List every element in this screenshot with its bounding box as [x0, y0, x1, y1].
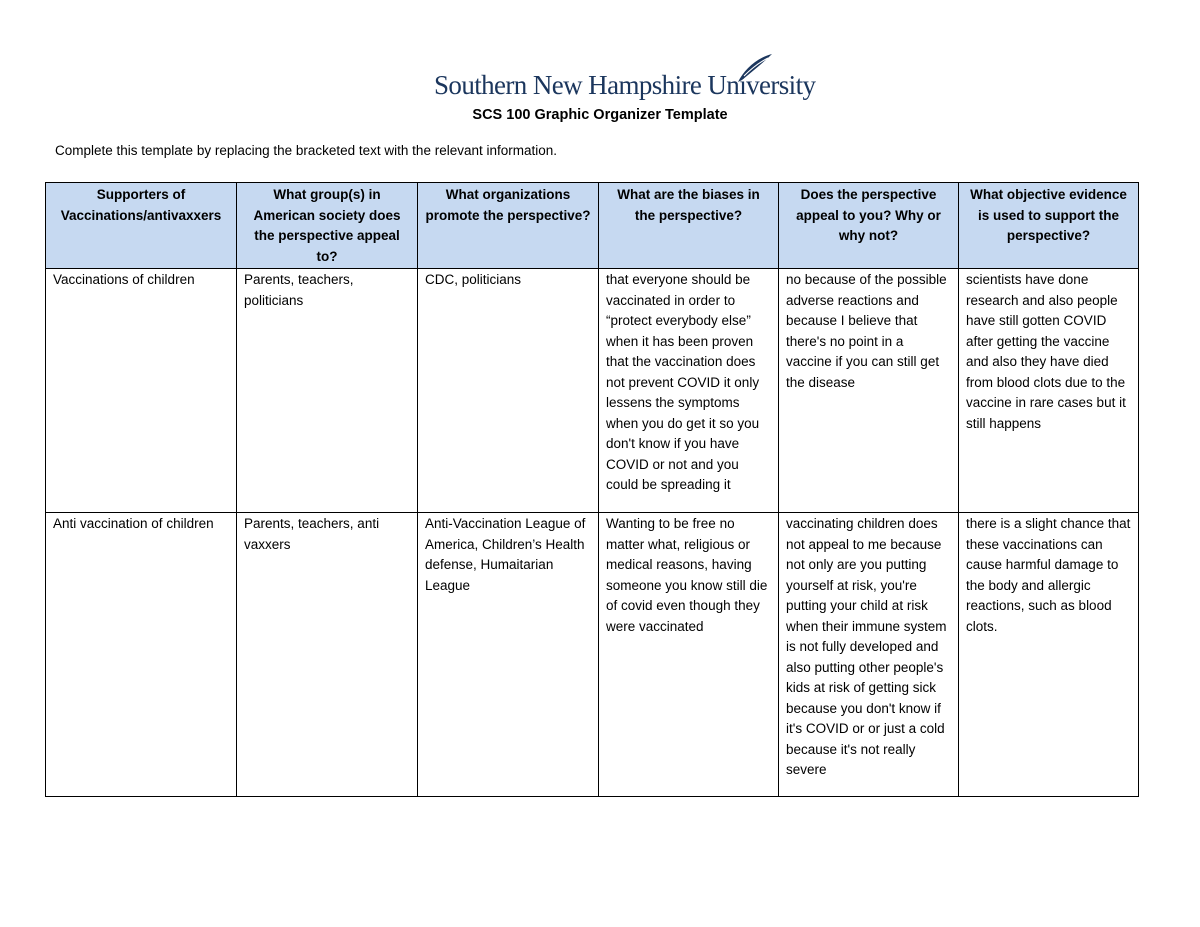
- column-header: Supporters of Vaccinations/antivaxxers: [46, 183, 237, 269]
- column-header: What are the biases in the perspective?: [599, 183, 779, 269]
- table-header-row: [46, 183, 1139, 269]
- column-header: Does the perspective appeal to you? Why or why not?: [779, 183, 959, 269]
- column-header: What objective evidence is used to support the perspective?: [959, 183, 1139, 269]
- logo-wordmark: Southern New Hampshire University: [434, 70, 816, 100]
- table-cell: that everyone should be vaccinated in order to “protect everybody else” when it has been proven that the vaccination does not prevent COVID it only lessens the symptoms when you do get it so you don't know if you have COVID or not and you could be spreading it: [599, 269, 779, 513]
- table-cell: Anti vaccination of children: [46, 513, 237, 797]
- table-cell: CDC, politicians: [418, 269, 599, 513]
- instructions-text: Complete this template by replacing the bracketed text with the relevant information.: [55, 143, 558, 158]
- table-cell: Vaccinations of children: [46, 269, 237, 513]
- table-cell: there is a slight chance that these vaccinations can cause harmful damage to the body and allergic reactions, such as blood clots.: [959, 513, 1139, 797]
- table-cell: Anti-Vaccination League of America, Children’s Health defense, Humaitarian League: [418, 513, 599, 797]
- column-header: What organizations promote the perspective?: [418, 183, 599, 269]
- table-cell: Parents, teachers, anti vaxxers: [237, 513, 418, 797]
- table-row: [46, 269, 1139, 513]
- table-cell: Parents, teachers, politicians: [237, 269, 418, 513]
- table-cell: no because of the possible adverse reactions and because I believe that there's no point in a vaccine if you can still get the disease: [779, 269, 959, 513]
- table-cell: scientists have done research and also people have still gotten COVID after getting the vaccine and also they have died from blood clots due to the vaccine in rare cases but it still happens: [959, 269, 1139, 513]
- column-header: What group(s) in American society does the perspective appeal to?: [237, 183, 418, 269]
- graphic-organizer-table: [45, 182, 1139, 797]
- table-cell: vaccinating children does not appeal to me because not only are you putting yourself at risk, you're putting your child at risk when their immune system is not fully developed and also putting other people's kids at risk of getting sick because you don't know if it's COVID or or just a cold because it's not really severe: [779, 513, 959, 797]
- university-logo: [434, 52, 816, 108]
- table-row: [46, 513, 1139, 797]
- table-cell: Wanting to be free no matter what, religious or medical reasons, having someone you know still die of covid even though they were vaccinated: [599, 513, 779, 797]
- document-title: SCS 100 Graphic Organizer Template: [472, 107, 728, 123]
